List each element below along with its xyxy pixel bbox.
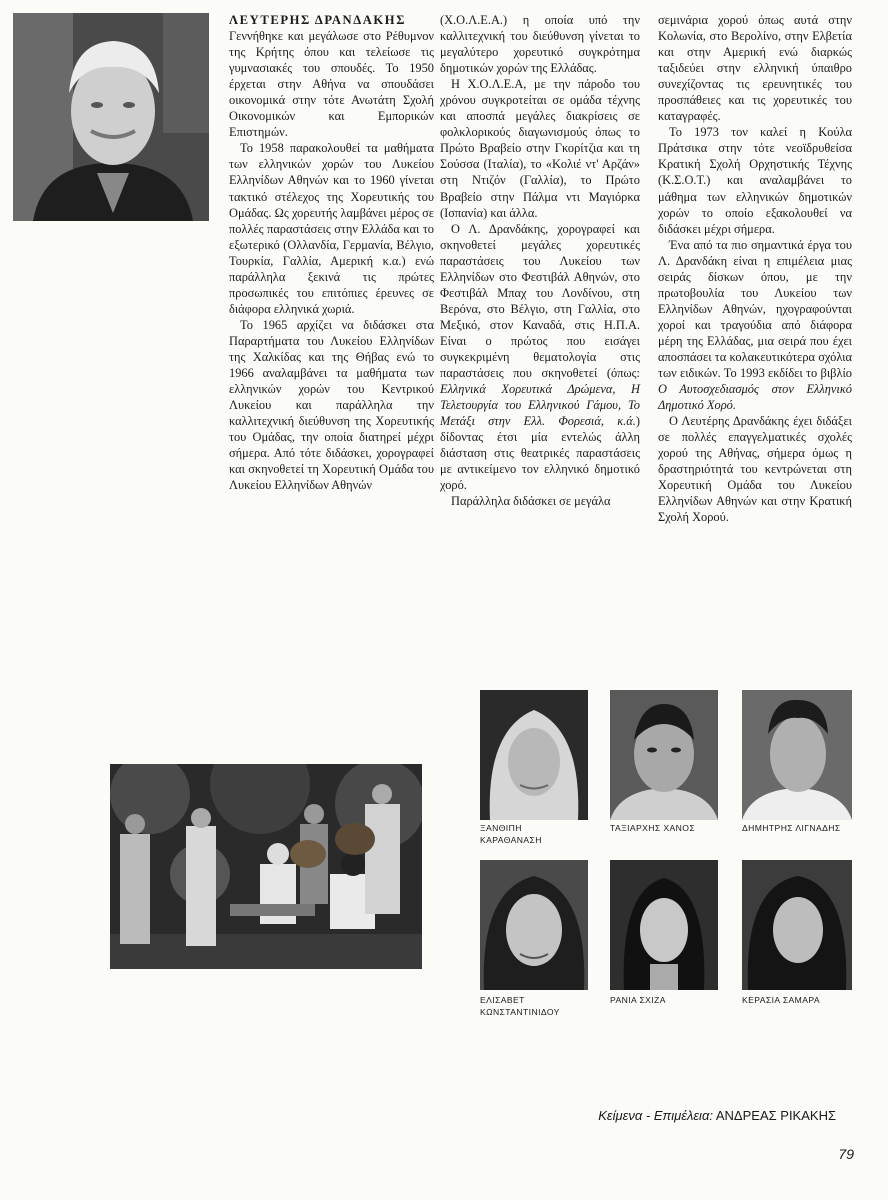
paragraph: Παράλληλα διδάσκει σε μεγάλα <box>451 494 611 509</box>
portrait-photo <box>742 690 852 820</box>
portrait-photo <box>742 860 852 990</box>
portrait-photo <box>610 860 718 990</box>
credits-line <box>598 1108 836 1123</box>
paragraph-text: Ο Λ. Δρανδάκης, χορογραφεί και σκηνοθετεί μεγάλες χορευτικές παραστάσεις του Λυκείου των Ελληνίδων στο Φεστιβάλ Αθηνών, στο Φεστιβάλ Μπαχ του Λονδίνου, στη Βερόνα, στο Βέλγιο, στη Γαλλία, στο Μεξικό, στον Καναδά, στις Η.Π.Α. Είναι ο πρώτος που εισάγει συγκεκριμένη θεματολογία στις παραστάσεις που σκηνοθετεί (όπως: <box>440 221 640 381</box>
paragraph-text: ) δίδοντας έτσι μία εντελώς άλλη διάσταση στις θεατρικές παραστάσεις με αντικείμενο τον ελληνικό δημοτικό χορό. <box>440 414 640 493</box>
portrait-photo <box>610 690 718 820</box>
paragraph-italic-text: Ο Αυτοσχεδιασμός στον Ελληνικό Δημοτικό Χορό. <box>658 382 852 413</box>
paragraph: Ο Λευτέρης Δρανδάκης έχει διδάξει σε πολλές επαγγελματικές σχολές χορού της Αθήνας, σήμερα όμως η δραστηριότητά του κεντρώνεται στη Χορευτική Ομάδα του Λυκείου Ελληνίδων Αθηνών και στην Κρατική Σχολή Χορού. <box>658 414 852 525</box>
paragraph <box>440 221 640 494</box>
article-column-1 <box>229 12 434 493</box>
portrait-photo <box>480 860 588 990</box>
paragraph-text: Ένα από τα πιο σημαντικά έργα του Λ. Δρανδάκη είναι η επιμέλεια μιας σειράς δίσκων όπου, με την πρωτοβουλία του Λυκείου των Ελληνίδων Αθηνών, ηχογραφούνται χοροί και τραγούδια από διάφορα μέρη της Ελλάδας, μια σειρά που έχει αποσπάσει τα κολακευτικότερα σχόλια των ειδικών. Το 1993 εκδίδει το βιβλίο <box>658 237 852 381</box>
article-column-3 <box>658 12 852 526</box>
page-number: 79 <box>838 1146 854 1162</box>
credits-name: ΑΝΔΡΕΑΣ ΡΙΚΑΚΗΣ <box>715 1108 836 1123</box>
portrait-caption: ΚΕΡΑΣΙΑ ΣΑΜΑΡΑ <box>742 995 820 1005</box>
portrait-caption: ΔΗΜΗΤΡΗΣ ΛΙΓΝΑΔΗΣ <box>742 823 841 833</box>
portrait-caption: ΤΑΞΙΑΡΧΗΣ ΧΑΝΟΣ <box>610 823 696 833</box>
paragraph: Το 1958 παρακολουθεί τα μαθήματα των ελληνικών χορών του Λυκείου Ελληνίδων Αθηνών και το 1960 γίνεται τακτικό στέλεχος της Χορευτικής του Ομάδας. Ως χορευτής λαμβάνει μέρος σε πολλές παραστάσεις στην Ελλάδα και το εξωτερικό (Ολλανδία, Γερμανία, Βέλγιο, Τουρκία, Γαλλία, Αμερική κ.α.) ενώ παράλληλα ξεκινά τις πρώτες προσωπικές του επιτόπιες έρευνες σε διάφορα ελληνικά χωριά. <box>229 141 434 316</box>
portrait-caption: ΡΑΝΙΑ ΣΧΙΖΑ <box>610 995 666 1005</box>
author-portrait-photo <box>13 13 209 221</box>
paragraph: Γεννήθηκε και μεγάλωσε στο Ρέθυμνον της Κρήτης όπου και τελείωσε τις γυμνασιακές του σπουδές. Το 1950 έρχεται στην Αθήνα να σπουδάσει οικονομικά στην τότε Ανωτάτη Σχολή Οικονομικών και Εμπορικών Επιστημών. <box>229 29 434 140</box>
paragraph: (Χ.Ο.Λ.Ε.Α.) η οποία υπό την καλλιτεχνική του διεύθυνση γίνεται το μεγαλύτερο χορευτικό συγκρότημα δημοτικών χορών της Ελλάδας. <box>440 13 640 76</box>
paragraph: Το 1973 τον καλεί η Κούλα Πράτσικα στην τότε νεοϊδρυθείσα Κρατική Σχολή Ορχηστικής Τέχνης (Κ.Σ.Ο.Τ.) και αναλαμβάνει το μάθημα των ελληνικών δημοτικών χορών το οποίο εξακολουθεί να διδάσκει μέχρι σήμερα. <box>658 125 852 236</box>
paragraph <box>658 237 852 414</box>
article-heading: ΛΕΥΤΕΡΗΣ ΔΡΑΝΔΑΚΗΣ <box>229 13 407 27</box>
ensemble-photo <box>110 764 422 969</box>
paragraph: Η Χ.Ο.Λ.Ε.Α, με την πάροδο του χρόνου συγκροτείται σε ομάδα τέχνης και αποσπά μεγάλες διακρίσεις σε φολκλορικούς διαγωνισμούς όπως το Πρώτο Βραβείο στην Γκορίτζια και τη Σούσσα (Ιταλία), το «Κολιέ ντ' Αρζάν» στη Ντιζόν (Γαλλία), το Πρώτο Βραβείο στην Πάλμα ντι Μαγιόρκα (Ισπανία) και άλλα. <box>440 77 640 220</box>
portrait-caption: ΕΛΙΣΑΒΕΤ ΚΩΝΣΤΑΝΤΙΝΙΔΟΥ <box>480 995 560 1017</box>
paragraph: σεμινάρια χορού όπως αυτά στην Κολωνία, στο Βερολίνο, στην Ελβετία και στην Αμερική ενώ διαρκώς ταξιδεύει στην ελληνική ύπαιθρο συνεχίζοντας τις ερευνητικές του προσπάθειες και τις χορευτικές του καταγραφές. <box>658 13 852 124</box>
paragraph-italic-text: Ελληνικά Χορευτικά Δρώμενα, Η Τελετουργία του Ελληνικού Γάμου, Το Μετάξι στην Ελλ. Φορεσιά, κ.ά. <box>440 382 640 429</box>
article-column-2 <box>440 12 640 509</box>
credits-label: Κείμενα - Επιμέλεια: <box>598 1108 713 1123</box>
paragraph: Το 1965 αρχίζει να διδάσκει στα Παραρτήματα του Λυκείου Ελληνίδων της Χαλκίδας και της Θήβας ενώ το 1966 αναλαμβάνει τα μαθήματα των ελληνικών χορών του Κεντρικού Λυκείου και παράλληλα την καλλιτεχνική διεύθυνση της Χορευτικής του Ομάδας, την οποία διατηρεί μέχρι σήμερα. Από τότε διδάσκει, χορογραφεί και σκηνοθετεί τη Χορευτική Ομάδα του Λυκείου Ελληνίδων Αθηνών <box>229 317 434 493</box>
portrait-photo <box>480 690 588 820</box>
portrait-caption: ΞΑΝΘΙΠΗ ΚΑΡΑΘΑΝΑΣΗ <box>480 823 542 845</box>
